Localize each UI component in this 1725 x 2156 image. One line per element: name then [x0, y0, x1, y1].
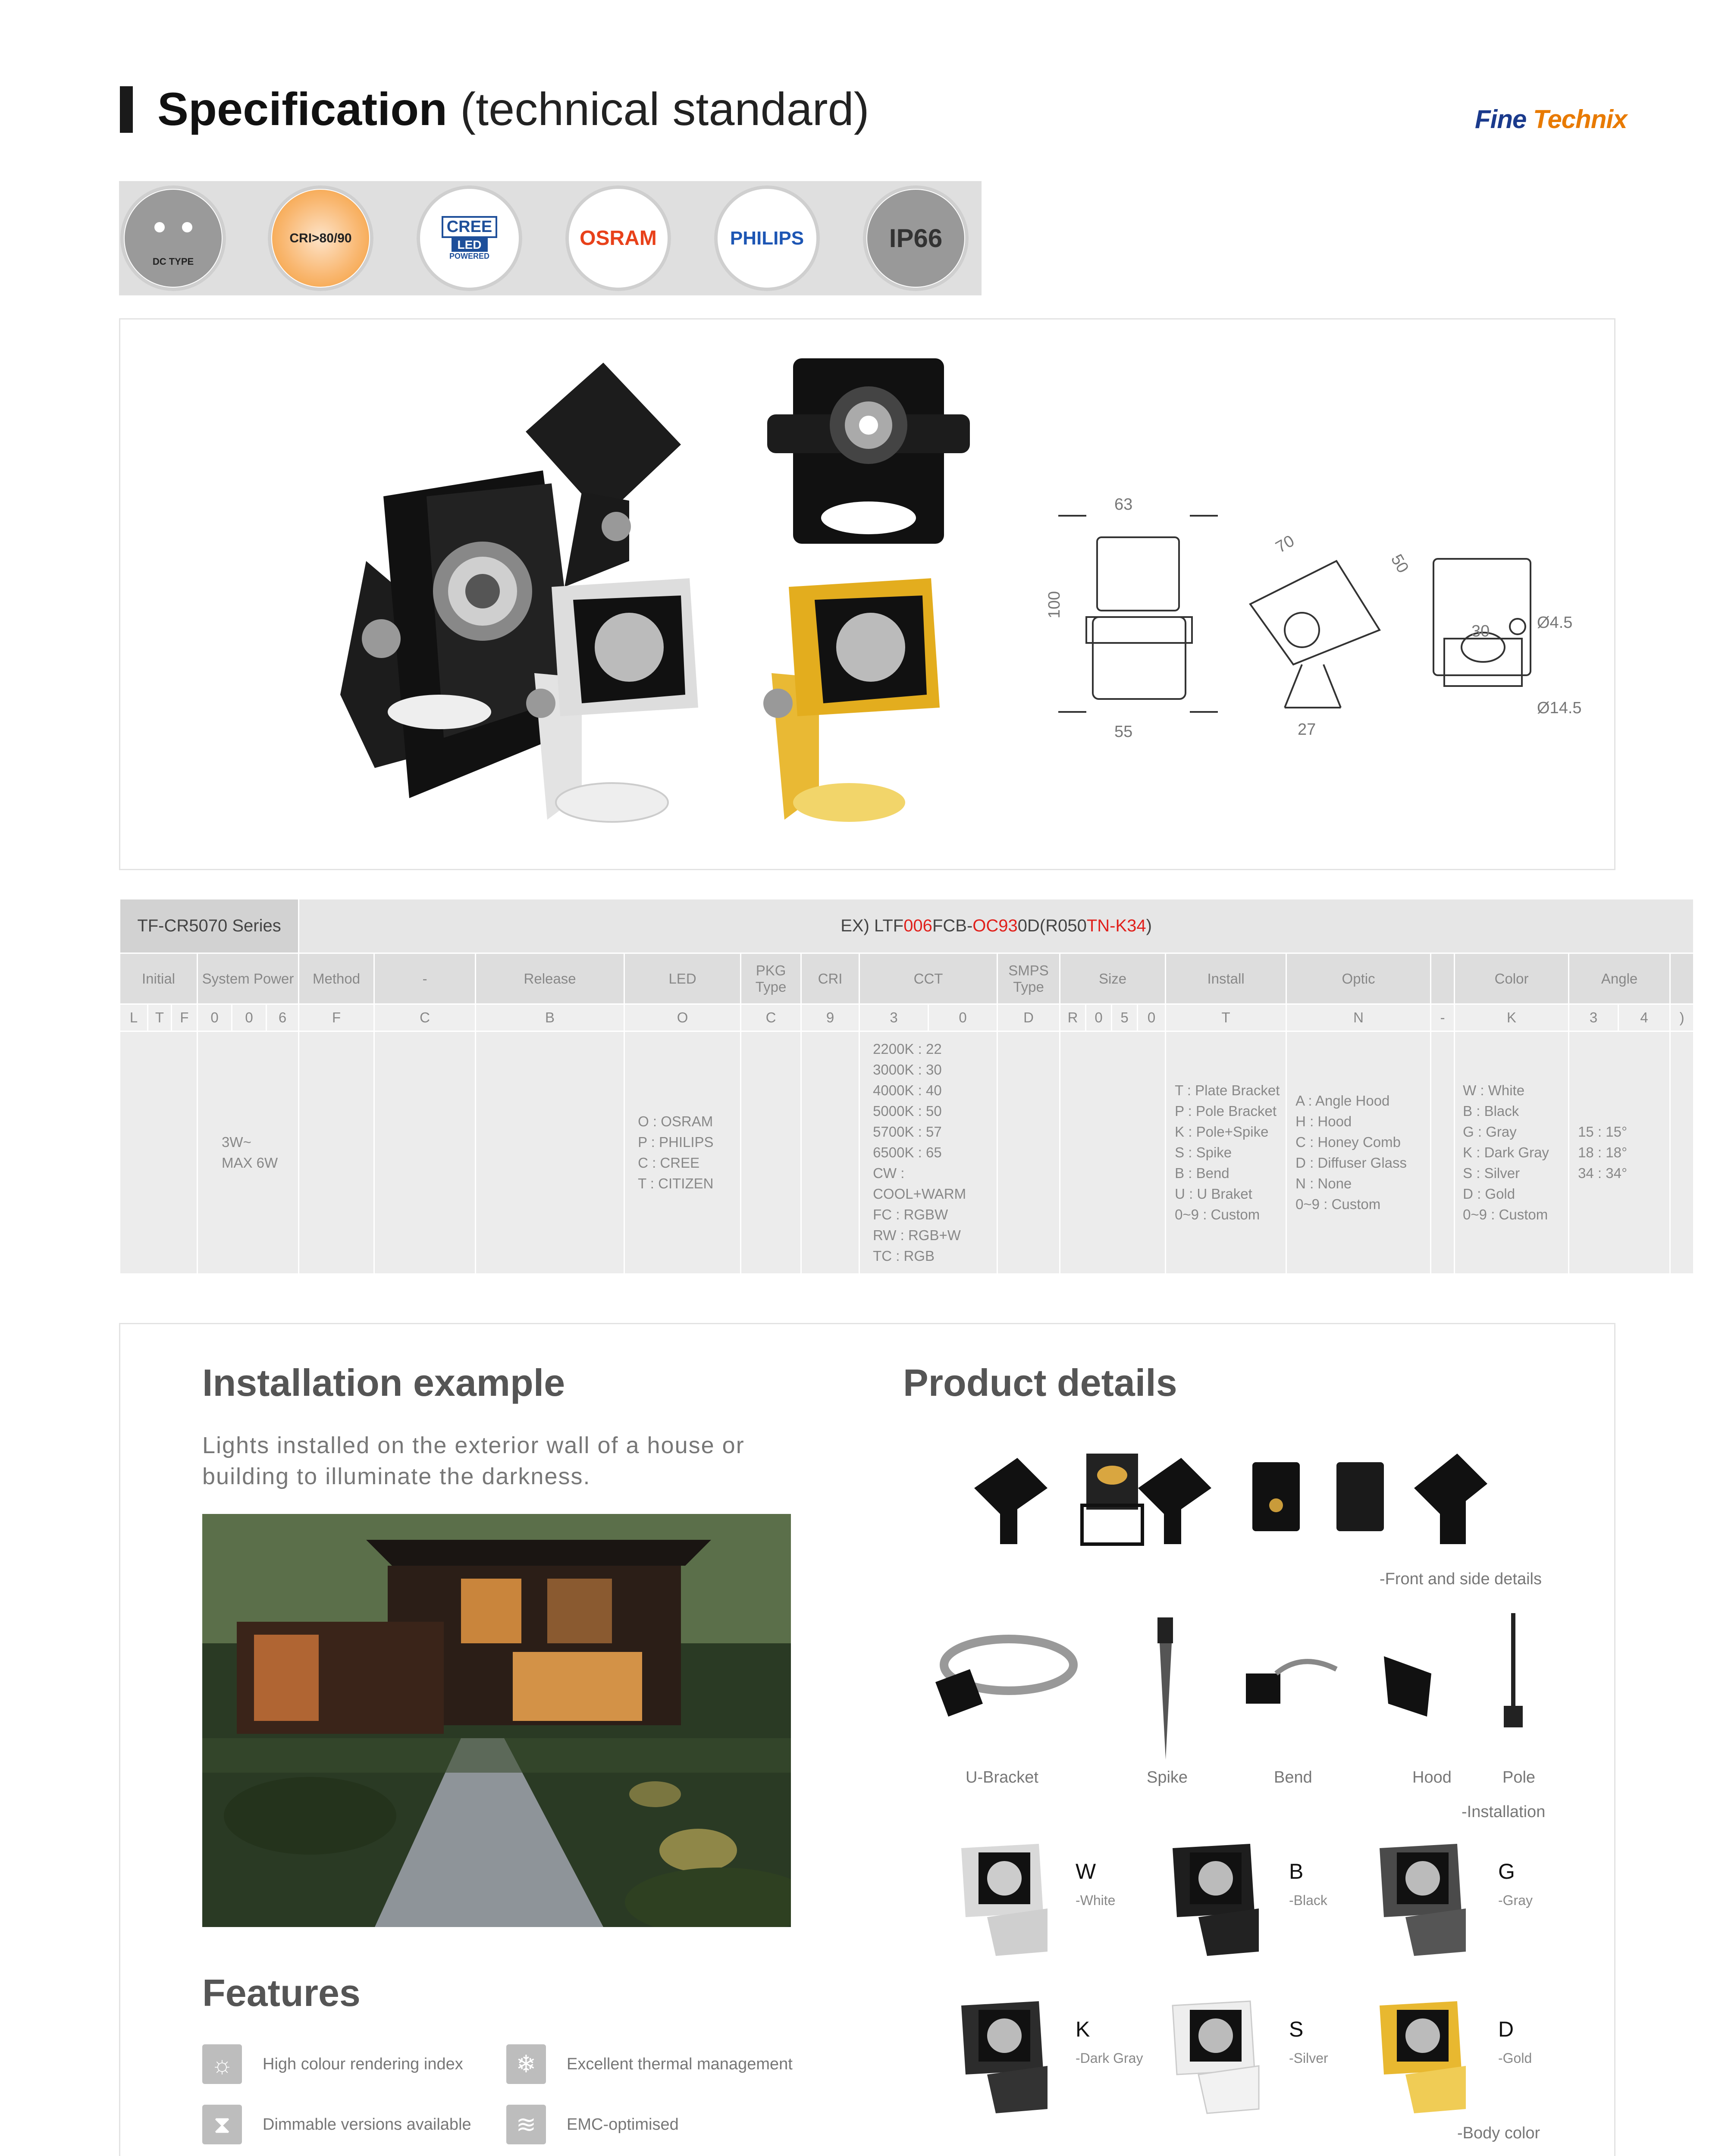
color-code-w: W — [1076, 1859, 1096, 1883]
options-size — [1060, 1031, 1166, 1274]
pole-image — [1504, 1613, 1523, 1727]
details-panel — [119, 1323, 1615, 2156]
code-options-row — [120, 1031, 1694, 1274]
spike-image — [1157, 1617, 1173, 1760]
code-char: 0 — [198, 1004, 232, 1031]
options-pkg-type — [741, 1031, 801, 1274]
color-variant-images — [953, 1835, 1470, 2156]
black-front-product-image — [767, 358, 970, 544]
accessory-spike: Spike — [1147, 1768, 1188, 1786]
code-char: O — [624, 1004, 741, 1031]
color-name-dark-gray: -Dark Gray — [1076, 2050, 1143, 2066]
hourglass-icon: ⧗ — [202, 2105, 242, 2144]
page-title: Specification (technical standard) — [157, 83, 869, 135]
code-char: N — [1286, 1004, 1431, 1031]
options-end — [1670, 1031, 1694, 1274]
code-char: 9 — [801, 1004, 859, 1031]
code-char: 3 — [859, 1004, 928, 1031]
color-name-gold: -Gold — [1498, 2050, 1532, 2066]
header-angle: Angle — [1569, 953, 1670, 1004]
waveform-icon: ≋ — [506, 2105, 546, 2144]
options-method — [299, 1031, 374, 1274]
accessory-pole: Pole — [1502, 1768, 1536, 1786]
options-dash — [374, 1031, 476, 1274]
header-initial: Initial — [120, 953, 198, 1004]
options-release — [476, 1031, 624, 1274]
options-led: O : OSRAM P : PHILIPS C : CREE T : CITIZEN — [624, 1031, 741, 1274]
features-heading: Features — [202, 1971, 361, 2014]
code-char: C — [374, 1004, 476, 1031]
accessory-hood: Hood — [1412, 1768, 1452, 1786]
header-method: Method — [299, 953, 374, 1004]
header-spacer — [1431, 953, 1455, 1004]
white-variant-image — [961, 1844, 1048, 1956]
feature-thermal: Excellent thermal management — [567, 2055, 793, 2073]
front-side-caption: -Front and side details — [1380, 1570, 1542, 1588]
options-initial — [120, 1031, 198, 1274]
dim-side-base: 27 — [1298, 721, 1316, 739]
ordering-code-table — [119, 898, 1684, 1275]
front-view-drawing — [1058, 516, 1218, 712]
dim-hole-small: Ø4.5 — [1537, 614, 1573, 632]
color-name-white: -White — [1076, 1893, 1116, 1908]
cri-badge: CRI>80/90 — [268, 185, 373, 291]
code-char: T — [148, 1004, 172, 1031]
brand-logo: Fine Technix — [1475, 105, 1627, 134]
color-name-silver: -Silver — [1289, 2050, 1328, 2066]
installation-caption: -Installation — [1462, 1803, 1546, 1821]
code-char: 3 — [1569, 1004, 1618, 1031]
options-cct: 2200K : 22 3000K : 30 4000K : 40 5000K : 50 5700K : 57 6500K : 65 CW : COOL+WARM FC : RGBW RW : RGB+W TC : RGB — [859, 1031, 997, 1274]
header-end — [1670, 953, 1694, 1004]
code-character-row — [120, 1004, 1694, 1031]
dc-type-badge: DC TYPE — [120, 185, 226, 291]
silver-variant-image — [1173, 2001, 1259, 2113]
certification-badges — [119, 181, 982, 295]
feature-dimmable: Dimmable versions available — [263, 2115, 471, 2134]
dim-front-height: 100 — [1045, 591, 1064, 619]
series-name: TF-CR5070 Series — [120, 899, 299, 953]
title-accent-bar — [120, 86, 133, 133]
u-bracket-image — [935, 1639, 1073, 1717]
product-details-heading: Product details — [903, 1361, 1177, 1404]
options-install: T : Plate Bracket P : Pole Bracket K : Pole+Spike S : Spike B : Bend U : U Braket 0~9 : Custom — [1166, 1031, 1286, 1274]
feature-emc: EMC-optimised — [567, 2115, 679, 2134]
color-code-k: K — [1076, 2017, 1090, 2041]
product-images — [120, 320, 1614, 869]
code-char: 5 — [1112, 1004, 1138, 1031]
code-char: L — [120, 1004, 148, 1031]
options-system-power: 3W~ MAX 6W — [198, 1031, 299, 1274]
bend-image — [1246, 1661, 1336, 1704]
code-char: K — [1455, 1004, 1569, 1031]
header-smps-type: SMPS Type — [997, 953, 1060, 1004]
light-bulb-icon: ☼ — [202, 2044, 242, 2084]
header-cct: CCT — [859, 953, 997, 1004]
header-system-power: System Power — [198, 953, 299, 1004]
header-pkg-type: PKG Type — [741, 953, 801, 1004]
color-name-black: -Black — [1289, 1893, 1327, 1908]
code-char: R — [1060, 1004, 1086, 1031]
dim-side-depth: 70 — [1273, 532, 1298, 557]
code-char: 6 — [267, 1004, 299, 1031]
code-char: 0 — [1086, 1004, 1112, 1031]
code-char: F — [172, 1004, 198, 1031]
osram-badge: OSRAM — [565, 185, 671, 291]
header-release: Release — [476, 953, 624, 1004]
dim-side-height: 50 — [1387, 551, 1412, 577]
gray-variant-image — [1380, 1844, 1466, 1956]
accessory-bend: Bend — [1274, 1768, 1312, 1786]
installation-photo — [202, 1514, 791, 1927]
house-illustration — [202, 1514, 791, 1927]
code-char: D — [997, 1004, 1060, 1031]
header-size: Size — [1060, 953, 1166, 1004]
code-char: F — [299, 1004, 374, 1031]
black-variant-image — [1173, 1844, 1259, 1956]
ip66-badge: IP66 — [863, 185, 969, 291]
gold-variant-image — [1380, 2001, 1466, 2113]
thermometer-icon: ❄ — [506, 2044, 546, 2084]
header-cri: CRI — [801, 953, 859, 1004]
header-dash: - — [374, 953, 476, 1004]
body-color-caption: -Body color — [1457, 2124, 1540, 2142]
gold-product-image — [763, 578, 940, 822]
installation-heading: Installation example — [202, 1361, 565, 1404]
product-overview-panel — [119, 318, 1615, 870]
color-name-gray: -Gray — [1498, 1893, 1533, 1908]
code-char: 4 — [1618, 1004, 1670, 1031]
code-char: ) — [1670, 1004, 1694, 1031]
color-code-s: S — [1289, 2017, 1304, 2041]
dark-gray-variant-image — [961, 2001, 1048, 2113]
options-cri — [801, 1031, 859, 1274]
options-spacer — [1431, 1031, 1455, 1274]
options-optic: A : Angle Hood H : Hood C : Honey Comb D : Diffuser Glass N : None 0~9 : Custom — [1286, 1031, 1431, 1274]
feature-cri: High colour rendering index — [263, 2055, 463, 2073]
code-char: 0 — [232, 1004, 267, 1031]
dim-front-bottom: 55 — [1114, 723, 1133, 741]
philips-badge: PHILIPS — [714, 185, 820, 291]
header-color: Color — [1455, 953, 1569, 1004]
color-code-b: B — [1289, 1859, 1304, 1883]
dim-front-top: 63 — [1114, 495, 1133, 514]
header-optic: Optic — [1286, 953, 1431, 1004]
dim-hole-large: Ø14.5 — [1537, 699, 1582, 717]
front-side-thumbnails — [961, 1441, 1500, 1548]
installation-description: Lights installed on the exterior wall of a house or building to illuminate the darkness. — [202, 1432, 745, 1489]
hood-image — [1384, 1656, 1431, 1717]
header-install: Install — [1166, 953, 1286, 1004]
header-led: LED — [624, 953, 741, 1004]
accessory-u-bracket: U-Bracket — [966, 1768, 1038, 1786]
code-char: 0 — [1138, 1004, 1166, 1031]
options-smps — [997, 1031, 1060, 1274]
cree-badge: CREE LED POWERED — [417, 185, 522, 291]
code-char: C — [741, 1004, 801, 1031]
code-char: T — [1166, 1004, 1286, 1031]
code-char: 0 — [928, 1004, 997, 1031]
dim-back-width: 30 — [1471, 622, 1490, 640]
example-code: EX) LTF006FCB-OC930D(R050TN-K34) — [299, 899, 1694, 953]
code-char: B — [476, 1004, 624, 1031]
accessory-images — [922, 1604, 1526, 1777]
code-char: - — [1431, 1004, 1455, 1031]
options-angle: 15 : 15° 18 : 18° 34 : 34° — [1569, 1031, 1670, 1274]
options-color: W : White B : Black G : Gray K : Dark Gray S : Silver D : Gold 0~9 : Custom — [1455, 1031, 1569, 1274]
color-code-g: G — [1498, 1859, 1515, 1883]
color-code-d: D — [1498, 2017, 1514, 2041]
side-view-drawing — [1250, 561, 1380, 708]
